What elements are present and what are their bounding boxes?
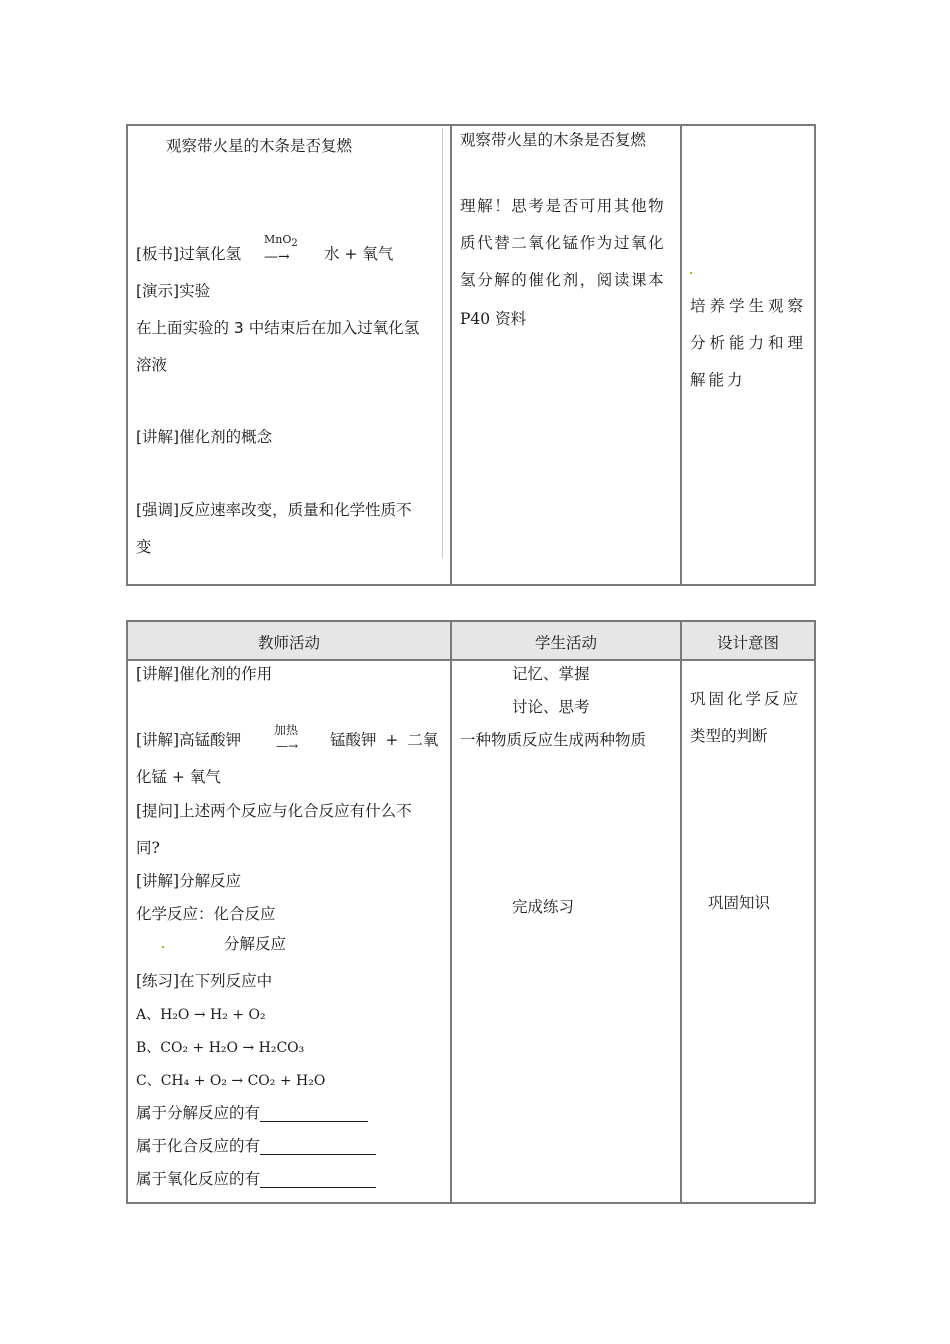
- student-text: 记忆、掌握: [512, 665, 590, 683]
- teacher-text: 水 + 氧气: [324, 245, 394, 263]
- teacher-text: 化锰 + 氧气: [136, 768, 221, 786]
- teacher-text: [强调]反应速率改变，质量和化学性质不: [136, 501, 412, 519]
- student-text: 完成练习: [512, 898, 575, 916]
- header-divider: [128, 659, 814, 661]
- teacher-text: [讲解]分解反应: [136, 872, 242, 890]
- student-text: 质代替二氧化锰作为过氧化: [460, 234, 666, 252]
- lesson-table-continued: [126, 124, 816, 586]
- design-text: 解能力: [690, 371, 746, 389]
- reaction-arrow: —→: [276, 739, 299, 753]
- header-design-intent: 设计意图: [716, 634, 779, 652]
- student-text: 讨论、思考: [512, 698, 590, 716]
- teacher-text: 同?: [136, 839, 160, 857]
- header-student-activity: 学生活动: [534, 634, 597, 652]
- answer-blank[interactable]: [260, 1140, 376, 1155]
- equation-a: A、H₂O → H₂ + O₂: [136, 1007, 266, 1023]
- student-text: P40 资料: [460, 310, 527, 328]
- condition-label: 加热: [274, 723, 299, 737]
- question-decomposition: 属于分解反应的有: [136, 1106, 368, 1122]
- student-text: 氢分解的催化剂，阅读课本: [460, 271, 666, 289]
- stray-mark: [162, 946, 164, 948]
- question-combination: 属于化合反应的有: [136, 1139, 376, 1155]
- teacher-text: [练习]在下列反应中: [136, 972, 273, 990]
- header-teacher-activity: 教师活动: [257, 634, 320, 652]
- design-text: 培养学生观察: [690, 297, 808, 315]
- catalyst-label: MnO$_2$: [264, 233, 298, 250]
- equation-c: C、CH₄ + O₂ → CO₂ + H₂O: [136, 1073, 326, 1089]
- teacher-text: [演示]实验: [136, 282, 211, 300]
- teacher-text: [讲解]催化剂的作用: [136, 665, 273, 683]
- teacher-text: 锰酸钾 + 二氧: [330, 731, 439, 749]
- inner-border: [442, 128, 443, 558]
- equation-b: B、CO₂ + H₂O → H₂CO₃: [136, 1040, 305, 1056]
- teacher-text: [讲解]高锰酸钾: [136, 731, 242, 749]
- stray-mark: [690, 272, 692, 274]
- teacher-text: [讲解]催化剂的概念: [136, 428, 273, 446]
- teacher-text: 分解反应: [224, 935, 287, 953]
- column-divider: [680, 126, 682, 584]
- answer-blank[interactable]: [260, 1173, 376, 1188]
- teacher-text: 变: [136, 538, 152, 556]
- column-divider: [450, 622, 452, 1202]
- teacher-text: 在上面实验的 3 中结束后在加入过氧化氢: [136, 319, 420, 337]
- reaction-arrow: —→: [264, 249, 290, 265]
- student-text: 观察带火星的木条是否复燃: [460, 131, 647, 149]
- design-text: 分析能力和理: [690, 334, 808, 352]
- teacher-text: [板书]过氧化氢: [136, 245, 242, 263]
- student-text: 理解！思考是否可用其他物: [460, 197, 666, 215]
- question-oxidation: 属于氧化反应的有: [136, 1172, 376, 1188]
- answer-blank[interactable]: [260, 1107, 368, 1122]
- teacher-text: [提问]上述两个反应与化合反应有什么不: [136, 802, 412, 820]
- lesson-table: [126, 620, 816, 1204]
- teacher-text: 化学反应：化合反应: [136, 905, 276, 923]
- student-text: 一种物质反应生成两种物质: [460, 731, 647, 749]
- column-divider: [450, 126, 452, 584]
- column-divider: [680, 622, 682, 1202]
- design-text: 巩固化学反应: [690, 690, 802, 708]
- teacher-text: 观察带火星的木条是否复燃: [166, 137, 353, 155]
- teacher-text: 溶液: [136, 356, 168, 374]
- design-text: 巩固知识: [708, 894, 771, 912]
- design-text: 类型的判断: [690, 727, 768, 745]
